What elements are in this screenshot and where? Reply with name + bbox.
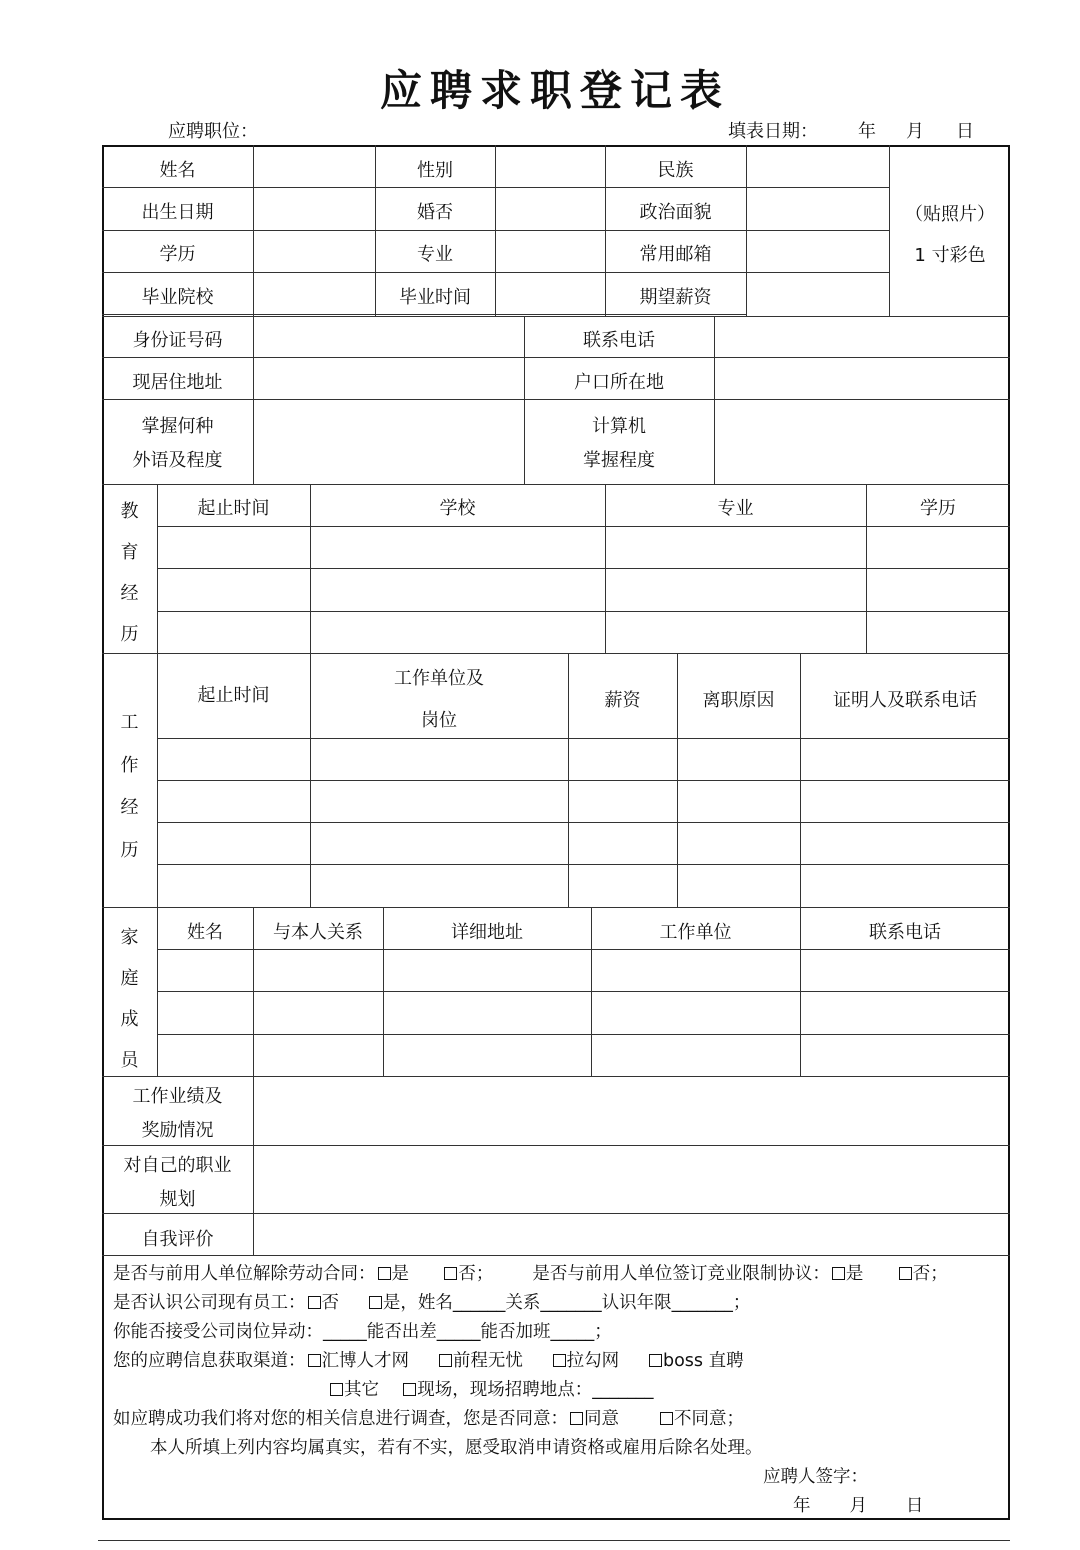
checkbox[interactable]	[832, 1267, 845, 1280]
checkbox[interactable]	[403, 1383, 416, 1396]
photo-size-note: 1 寸彩色	[914, 245, 986, 266]
table-row[interactable]	[158, 781, 1010, 822]
table-row[interactable]	[158, 612, 1010, 653]
achievements-field[interactable]	[254, 1077, 1010, 1145]
checkbox[interactable]	[439, 1354, 452, 1367]
checkbox[interactable]	[369, 1296, 382, 1309]
ethnicity-field[interactable]	[747, 146, 889, 187]
label-career-plan-2: 规划	[159, 1189, 196, 1210]
label-address: 现居住地址	[132, 372, 223, 393]
phone-field[interactable]	[715, 317, 1010, 357]
work-header-reason: 离职原因	[702, 690, 775, 711]
family-header-relation: 与本人关系	[273, 922, 363, 943]
work-header-company-1: 工作单位及	[394, 668, 484, 689]
birth-date-field[interactable]	[254, 188, 375, 230]
table-row[interactable]	[158, 1035, 1010, 1076]
label-phone: 联系电话	[583, 330, 655, 351]
checkbox[interactable]	[444, 1267, 457, 1280]
edu-header-period: 起止时间	[197, 498, 270, 519]
hukou-field[interactable]	[715, 358, 1010, 399]
label-achievements-1: 工作业绩及	[132, 1086, 223, 1107]
salary-field[interactable]	[747, 273, 889, 314]
label-computer-1: 计算机	[592, 416, 646, 437]
label-languages-1: 掌握何种	[141, 416, 214, 437]
work-header-period: 起止时间	[197, 685, 270, 706]
address-field[interactable]	[254, 358, 524, 399]
label-career-plan-1: 对自己的职业	[123, 1155, 232, 1176]
self-evaluation-field[interactable]	[254, 1214, 1010, 1255]
photo-placeholder[interactable]: （贴照片）	[905, 204, 995, 225]
fill-date: 填表日期： 年 月 日	[728, 121, 974, 142]
political-field[interactable]	[747, 188, 889, 230]
checkbox[interactable]	[649, 1354, 662, 1367]
checkbox[interactable]	[899, 1267, 912, 1280]
note-know-employees: 是否认识公司现有员工： 否 是，姓名______关系_______认识年限_______；	[113, 1293, 751, 1313]
note-channel-other: 其它 现场，现场招聘地点：_______	[328, 1376, 654, 1401]
checkbox[interactable]	[308, 1354, 321, 1367]
languages-field[interactable]	[254, 400, 524, 484]
table-row[interactable]	[158, 823, 1010, 864]
label-education: 学历	[159, 244, 196, 265]
computer-skill-field[interactable]	[715, 400, 1010, 484]
work-header-salary: 薪资	[604, 690, 641, 711]
family-header-company: 工作单位	[659, 922, 732, 943]
major-field[interactable]	[496, 231, 605, 272]
education-section-label: 教 育 经 历	[120, 501, 139, 645]
note-truth-statement: 本人所填上列内容均属真实，若有不实，愿受取消申请资格或雇用后除名处理。	[150, 1438, 763, 1458]
school-field[interactable]	[254, 273, 375, 314]
grad-time-field[interactable]	[496, 273, 605, 314]
label-self-evaluation: 自我评价	[141, 1229, 214, 1250]
table-row[interactable]	[158, 569, 1010, 611]
label-name: 姓名	[159, 160, 196, 181]
table-row[interactable]	[158, 865, 1010, 907]
marital-field[interactable]	[496, 188, 605, 230]
edu-header-major: 专业	[717, 498, 754, 519]
email-field[interactable]	[747, 231, 889, 272]
label-languages-2: 外语及程度	[132, 450, 223, 471]
id-number-field[interactable]	[254, 317, 524, 357]
label-political: 政治面貌	[639, 202, 712, 223]
label-computer-2: 掌握程度	[583, 450, 655, 471]
checkbox[interactable]	[553, 1354, 566, 1367]
label-gender: 性别	[417, 160, 453, 181]
label-hukou: 户口所在地	[574, 372, 664, 393]
career-plan-field[interactable]	[254, 1146, 1010, 1213]
signature-label: 应聘人签字：	[763, 1467, 868, 1487]
work-header-reference: 证明人及联系电话	[833, 690, 977, 711]
signature-date: 年 月 日	[793, 1496, 924, 1516]
work-section-label: 工 作 经 历	[120, 712, 139, 861]
note-channel: 您的应聘信息获取渠道： 汇博人才网 前程无忧 拉勾网 boss 直聘	[113, 1351, 744, 1371]
note-job-change: 你能否接受公司岗位异动：_____能否出差_____能否加班_____；	[113, 1322, 612, 1342]
edu-header-school: 学校	[439, 498, 476, 519]
edu-header-degree: 学历	[920, 498, 956, 519]
checkbox[interactable]	[308, 1296, 321, 1309]
label-id-number: 身份证号码	[132, 330, 223, 351]
table-row[interactable]	[158, 992, 1010, 1034]
work-header-company-2: 岗位	[421, 710, 457, 731]
table-row[interactable]	[158, 527, 1010, 568]
label-salary: 期望薪资	[639, 287, 712, 308]
table-row[interactable]	[158, 950, 1010, 991]
family-header-address: 详细地址	[451, 922, 523, 943]
checkbox[interactable]	[330, 1383, 343, 1396]
name-field[interactable]	[254, 146, 375, 187]
label-school: 毕业院校	[141, 287, 214, 308]
label-ethnicity: 民族	[657, 160, 694, 181]
education-field[interactable]	[254, 231, 375, 272]
label-birth-date: 出生日期	[141, 202, 214, 223]
page-bottom-divider	[98, 1540, 1010, 1541]
label-grad-time: 毕业时间	[399, 287, 471, 308]
label-major: 专业	[417, 244, 453, 265]
page-title: 应聘求职登记表	[379, 66, 730, 115]
position-label: 应聘职位：	[168, 121, 258, 142]
note-background-check: 如应聘成功我们将对您的相关信息进行调查，您是否同意： 同意 不同意；	[113, 1409, 744, 1429]
note-contract-release: 是否与前用人单位解除劳动合同： 是 否； 是否与前用人单位签订竞业限制协议： 是 否；	[113, 1264, 948, 1284]
table-row[interactable]	[158, 739, 1010, 780]
family-header-name: 姓名	[187, 922, 223, 943]
label-achievements-2: 奖励情况	[141, 1120, 214, 1141]
checkbox[interactable]	[660, 1412, 673, 1425]
gender-field[interactable]	[496, 146, 605, 187]
checkbox[interactable]	[570, 1412, 583, 1425]
label-email: 常用邮箱	[639, 244, 712, 265]
checkbox[interactable]	[378, 1267, 391, 1280]
label-marital: 婚否	[417, 202, 453, 223]
family-header-phone: 联系电话	[869, 922, 941, 943]
family-section-label: 家 庭 成 员	[120, 926, 139, 1072]
